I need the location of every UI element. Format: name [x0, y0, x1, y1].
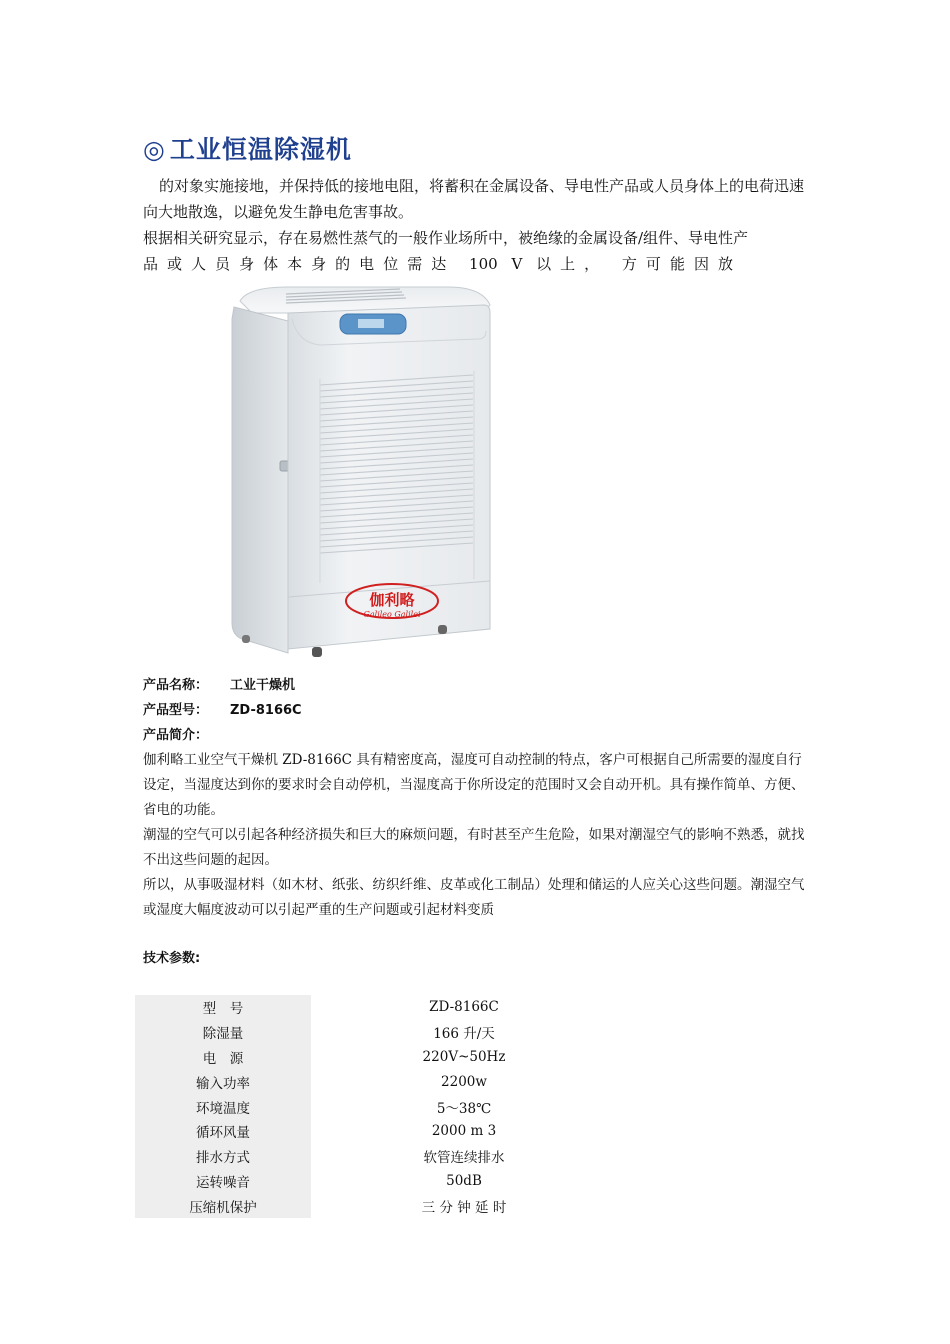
product-description-1: 伽利略工业空气干燥机 ZD-8166C 具有精密度高，湿度可自动控制的特点，客户可根据自己所需要的湿度自行设定，当湿度达到你的要求时会自动停机，当湿度高于你所设定的范围时又会自动开机。具有操作简单、方便、省电的功能。 [143, 752, 805, 818]
intro-paragraph-1: 的对象实施接地，并保持低的接地电阻，将蓄积在金属设备、导电性产品或人员身体上的电荷迅速向大地散逸，以避免发生静电危害事故。 [143, 177, 805, 221]
spec-value: 220V~50Hz [311, 1045, 617, 1070]
product-intro-label: 产品简介： [143, 728, 209, 743]
spec-value: 软管连续排水 [311, 1144, 617, 1169]
intro-paragraph-2-line-2: 品或人员身体本身的电位需达 100 V 以上， 方可能因放 [143, 255, 733, 273]
spec-value: 2000 m 3 [311, 1119, 617, 1144]
product-description-3: 所以，从事吸湿材料（如木材、纸张、纺织纤维、皮革或化工制品）处理和储运的人应关心这些问题。潮湿空气或湿度大幅度波动可以引起严重的生产问题或引起材料变质 [143, 877, 805, 918]
spec-key: 电 源 [135, 1045, 311, 1070]
table-row [135, 1144, 617, 1169]
product-model-label: 产品型号： [143, 703, 209, 718]
title-circle-mark: ◎ [143, 135, 166, 164]
spec-value: 166 升/天 [311, 1020, 617, 1045]
product-model-row [143, 698, 809, 723]
spec-value: ZD-8166C [311, 995, 617, 1020]
brand-logo-text: 伽利略 [369, 591, 415, 609]
table-row [135, 1169, 617, 1194]
spec-table [135, 995, 617, 1218]
product-model-value: ZD-8166C [230, 703, 302, 718]
spec-key: 压缩机保护 [135, 1193, 311, 1218]
spec-value: 三 分 钟 延 时 [311, 1193, 617, 1218]
spec-key: 型 号 [135, 995, 311, 1020]
spec-key: 循环风量 [135, 1119, 311, 1144]
table-row [135, 1069, 617, 1094]
product-info [143, 673, 809, 923]
spec-key: 输入功率 [135, 1069, 311, 1094]
spec-key: 排水方式 [135, 1144, 311, 1169]
table-row [135, 1094, 617, 1119]
table-row [135, 1119, 617, 1144]
product-description-2: 潮湿的空气可以引起各种经济损失和巨大的麻烦问题，有时甚至产生危险，如果对潮湿空气的影响不熟悉，就找不出这些问题的起因。 [143, 827, 805, 868]
spec-heading: 技术参数: [143, 951, 201, 966]
intro-paragraph-2-line-1: 根据相关研究显示，存在易燃性蒸气的一般作业场所中，被绝缘的金属设备/组件、导电性产 [143, 229, 749, 247]
title-text: 工业恒温除湿机 [169, 135, 352, 164]
table-row [135, 1020, 617, 1045]
table-row [135, 995, 617, 1020]
product-name-label: 产品名称： [143, 678, 209, 693]
spec-key: 环境温度 [135, 1094, 311, 1119]
brand-logo-subtext: Galileo Galilei [363, 610, 421, 619]
dehumidifier-product-image [228, 283, 578, 663]
spec-key: 运转噪音 [135, 1169, 311, 1194]
spec-value: 5～38℃ [311, 1094, 617, 1119]
intro-text [143, 173, 809, 277]
table-row [135, 1045, 617, 1070]
spec-key: 除湿量 [135, 1020, 311, 1045]
table-row [135, 1193, 617, 1218]
page-title [143, 130, 352, 166]
spec-value: 50dB [311, 1169, 617, 1194]
product-name-row [143, 673, 809, 698]
spec-value: 2200w [311, 1069, 617, 1094]
product-name-value: 工业干燥机 [230, 678, 296, 693]
product-intro-row [143, 723, 809, 748]
